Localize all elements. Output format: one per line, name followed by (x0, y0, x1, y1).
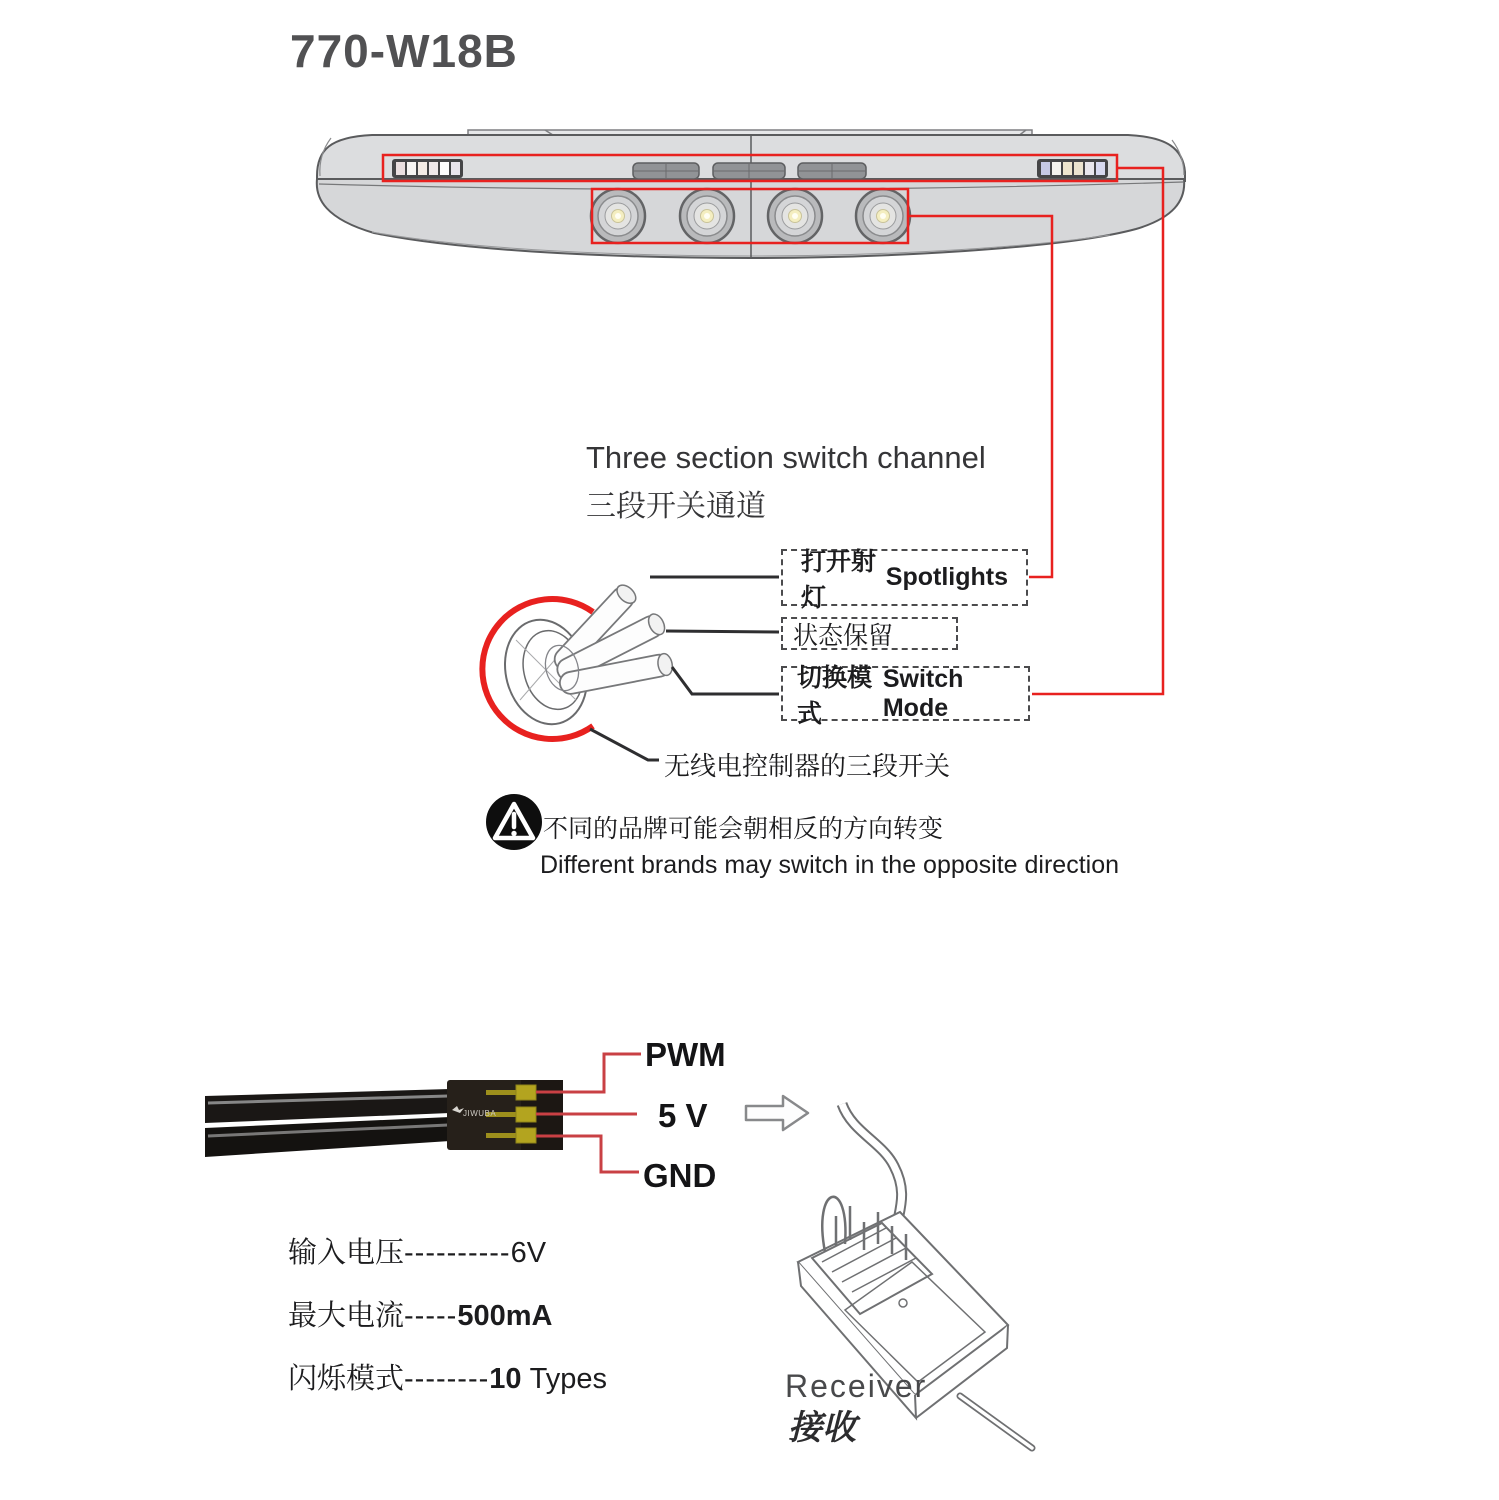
switch-mode-label-zh: 切换模式 (797, 663, 873, 728)
spec-value: 6V (510, 1237, 547, 1269)
spec-row-max-current (288, 1293, 552, 1334)
receiver-label-zh: 接收 (788, 1408, 856, 1448)
spotlight-1 (591, 189, 645, 243)
pin-callout-lines (536, 1054, 641, 1172)
switch-section-heading-en: Three section switch channel (586, 440, 986, 475)
spotlights-label-box (781, 547, 1028, 612)
wire-top (205, 1089, 450, 1123)
gnd-label: GND (643, 1157, 717, 1194)
spotlights-label-zh: 打开射灯 (801, 547, 877, 612)
right-arrow-icon (746, 1096, 808, 1130)
state-hold-label-box (781, 617, 958, 650)
state-hold-label-zh: 状态保留 (793, 621, 894, 650)
spec-row-input-voltage (288, 1230, 546, 1271)
spec-dashes: ---------- (404, 1237, 511, 1269)
radio-switch-label: 无线电控制器的三段开关 (664, 751, 951, 781)
spotlight-4 (856, 189, 910, 243)
wire-bottom (205, 1117, 450, 1157)
switch-illustration (482, 577, 779, 760)
warning-text-zh: 不同的品牌可能会朝相反的方向转变 (543, 815, 944, 843)
warning-icon (486, 794, 542, 850)
warning-text-en: Different brands may switch in the opposite direction (540, 851, 1120, 879)
grille-vents (633, 163, 866, 179)
spotlights-label-en: Spotlights (885, 563, 1008, 591)
led-cluster-right (1037, 159, 1108, 178)
spec-label: 最大电流 (288, 1300, 405, 1332)
page-title: 770-W18B (290, 25, 518, 77)
switch-section-heading-zh: 三段开关通道 (586, 490, 766, 523)
fivev-label: 5 V (658, 1097, 708, 1134)
red-connector-line-spotlights (908, 216, 1052, 577)
spec-label: 闪烁模式 (288, 1363, 405, 1395)
spotlight-2 (680, 189, 734, 243)
led-cluster-left (392, 159, 463, 178)
spec-dashes: ----- (404, 1300, 458, 1332)
switch-mode-label-box (781, 663, 1030, 728)
switch-mode-label-en: Switch Mode (882, 664, 964, 722)
receiver-label-en: Receiver (785, 1368, 928, 1404)
spec-suffix: Types (521, 1363, 607, 1395)
spec-value: 10 (489, 1363, 522, 1395)
lightbar-illustration (317, 130, 1185, 694)
spec-value: 500mA (457, 1300, 553, 1332)
spec-label: 输入电压 (288, 1237, 405, 1269)
spec-row-flash-modes (288, 1356, 607, 1397)
spec-dashes: -------- (404, 1363, 490, 1395)
pwm-label: PWM (645, 1036, 726, 1073)
connector-logo: JIWUBA (463, 1109, 497, 1118)
spotlight-3 (768, 189, 822, 243)
